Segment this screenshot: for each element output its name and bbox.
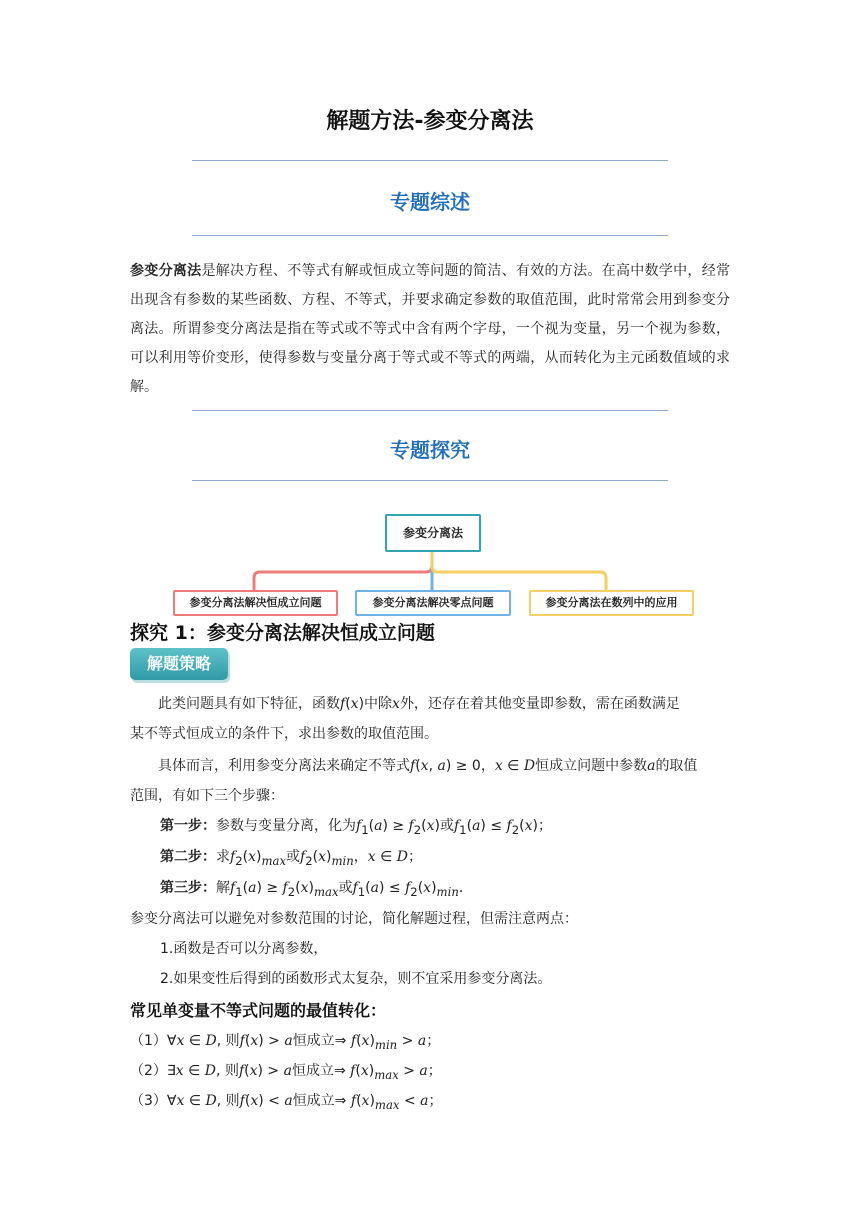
connector-left xyxy=(254,552,432,590)
diagram-node-zeros: 参变分离法解决零点问题 xyxy=(355,590,511,616)
page-title: 解题方法-参变分离法 xyxy=(326,109,534,134)
conversion-heading: 常见单变量不等式问题的最值转化： xyxy=(130,1001,387,1020)
diagram-node-constant: 参变分离法解决恒成立问题 xyxy=(173,590,338,616)
p1-line2: 某不等式恒成立的条件下，求出参数的取值范围。 xyxy=(130,726,438,742)
divider xyxy=(192,160,668,161)
step-1: 第一步：参数与变量分离，化为$f_1(a) \ge f_2(x)$或$f_1(a) \le f_2(x)$； xyxy=(160,818,552,837)
p1-line1: 此类问题具有如下特征，函数f(x)中除x外，还存在着其他变量即参数，需在函数满足 xyxy=(158,696,680,712)
intro-paragraph xyxy=(130,257,730,402)
step-2: 第二步：求$f_2(x)_{max}$或$f_2(x)_{min}$，x ∈ D； xyxy=(160,849,423,868)
p2-line1: 具体而言，利用参变分离法来确定不等式f(x, a) ≥ 0，x ∈ D恒成立问题中参数a的取值 xyxy=(158,758,698,774)
divider xyxy=(192,480,668,481)
intro-text: 是解决方程、不等式有解或恒成立等问题的简洁、有效的方法。在高中数学中，经常出现含有参数的某些函数、方程、不等式，并要求确定参数的取值范围，此时常常会用到参变分离法。所谓参变分离法是指在等式或不等式中含有两个字母，一个视为变量，另一个视为参数，可以利用等价变形，使得参数与变量分离于等式或不等式的两端，从而转化为主元函数值域的求解。 xyxy=(130,263,731,395)
diagram-root: 参变分离法 xyxy=(385,514,481,552)
divider xyxy=(192,410,668,411)
p2-line2: 范围，有如下三个步骤： xyxy=(130,788,284,804)
explore-heading: 探究 1：参变分离法解决恒成立问题 xyxy=(130,622,435,644)
divider xyxy=(192,235,668,236)
step-3: 第三步：解$f_1(a) \ge f_2(x)_{max}$或$f_1(a) \le f_2(x)_{min}$. xyxy=(160,880,464,899)
conversion-2: （2）∃x ∈ D, 则f(x) > a恒成立⇒ $f(x)_{max} > a$； xyxy=(130,1063,442,1082)
conversion-3: （3）∀x ∈ D, 则f(x) < a恒成立⇒ $f(x)_{max} < a$； xyxy=(130,1093,443,1112)
diagram-node-sequence: 参变分离法在数列中的应用 xyxy=(529,590,694,616)
section-heading-explore: 专题探究 xyxy=(390,438,470,462)
note: 参变分离法可以避免对参数范围的讨论，简化解题过程，但需注意两点： xyxy=(130,911,578,927)
section-heading-overview: 专题综述 xyxy=(390,190,470,214)
note-item-2: 2.如果变性后得到的函数形式太复杂，则不宜采用参变分离法。 xyxy=(160,971,552,987)
connector-right xyxy=(432,552,606,590)
note-item-1: 1.函数是否可以分离参数， xyxy=(160,941,328,957)
conversion-1: （1）∀x ∈ D, 则f(x) > a恒成立⇒ $f(x)_{min} > a$； xyxy=(130,1033,441,1052)
strategy-badge: 解题策略 xyxy=(130,648,228,680)
intro-term: 参变分离法 xyxy=(130,263,202,279)
